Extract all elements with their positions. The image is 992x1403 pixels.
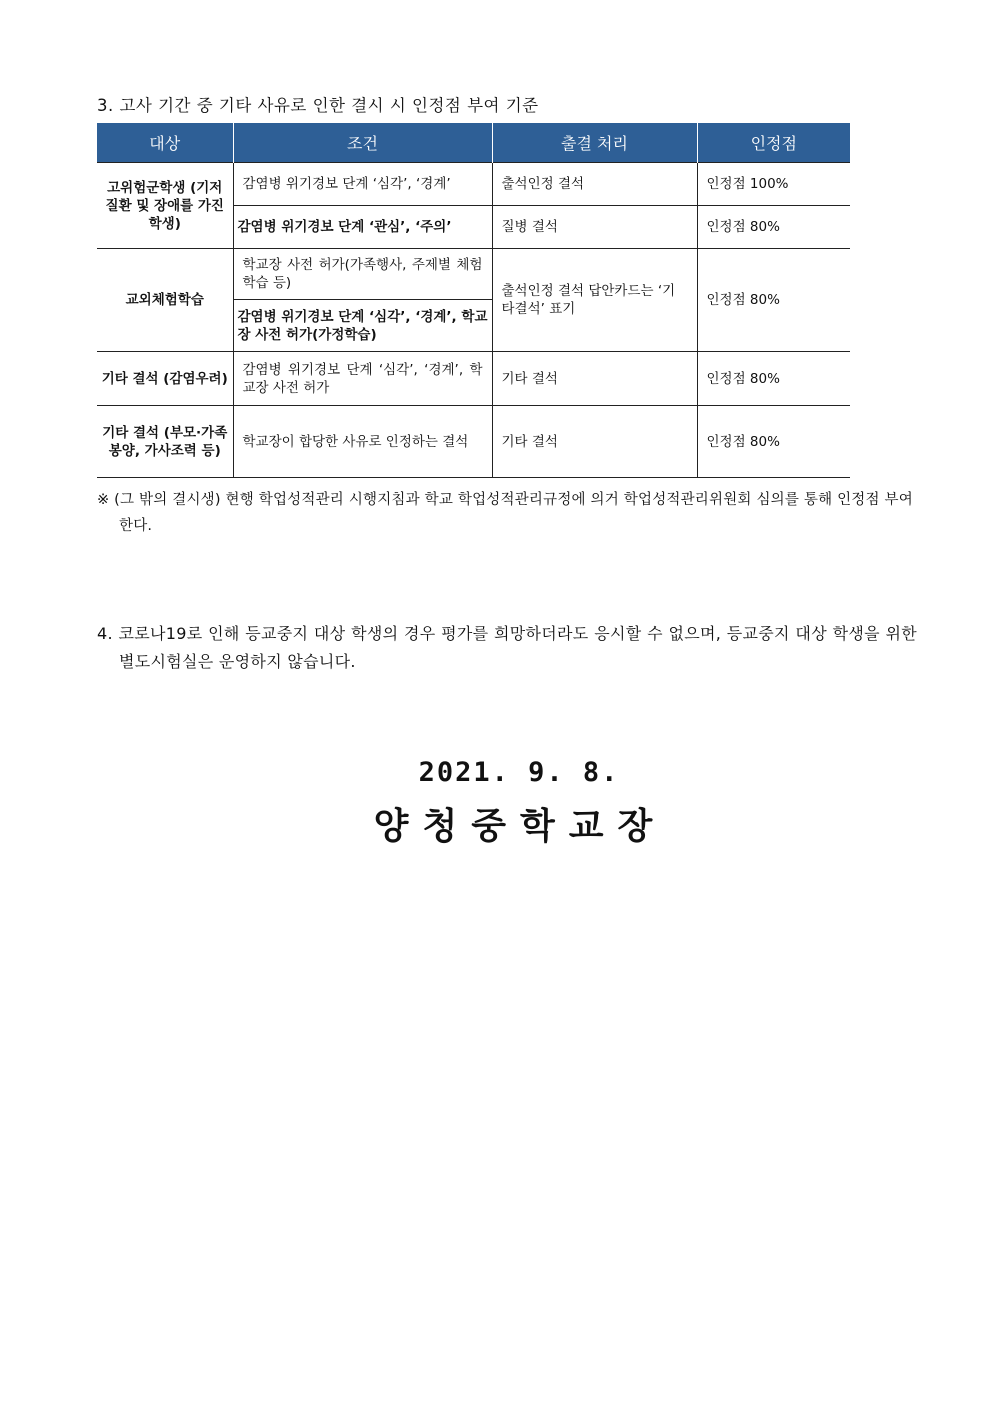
target-other-family: 기타 결석 (부모·가족봉양, 가사조력 등) bbox=[97, 406, 233, 478]
header-attendance: 출결 처리 bbox=[492, 123, 697, 163]
attendance-cell: 기타 결석 bbox=[492, 352, 697, 406]
table-row bbox=[97, 163, 850, 206]
attendance-cell: 기타 결석 bbox=[492, 406, 697, 478]
score-cell: 인정점 80% bbox=[697, 406, 850, 478]
condition-cell: 감염병 위기경보 단계 ‘심각’, ‘경계’, 학교장 사전 허가(가정학습) bbox=[233, 300, 492, 352]
document-date: 2021. 9. 8. bbox=[418, 757, 620, 788]
attendance-cell: 질병 결석 bbox=[492, 206, 697, 249]
score-cell: 인정점 80% bbox=[697, 249, 850, 352]
table-row bbox=[97, 249, 850, 300]
table-row bbox=[97, 406, 850, 478]
condition-cell: 감염병 위기경보 단계 ‘관심’, ‘주의’ bbox=[233, 206, 492, 249]
score-cell: 인정점 80% bbox=[697, 352, 850, 406]
section-4-text: 4. 코로나19로 인해 등교중지 대상 학생의 경우 평가를 희망하더라도 응시할 수 없으며, 등교중지 대상 학생을 위한 별도시험실은 운영하지 않습니다. bbox=[97, 624, 917, 671]
target-high-risk: 고위험군학생 (기저질환 및 장애를 가진 학생) bbox=[97, 163, 233, 249]
condition-cell: 학교장이 합당한 사유로 인정하는 결석 bbox=[233, 406, 492, 478]
condition-cell: 감염병 위기경보 단계 ‘심각’, ‘경계’ bbox=[233, 163, 492, 206]
footnote: ※ (그 밖의 결시생) 현행 학업성적관리 시행지침과 학교 학업성적관리규정에 의거 학업성적관리위원회 심의를 통해 인정점 부여한다. bbox=[97, 492, 913, 534]
school-principal-signature: 양청중학교장 bbox=[373, 806, 667, 847]
absence-criteria-table bbox=[97, 123, 850, 478]
attendance-cell: 출석인정 결석 답안카드는 ‘기타결석’ 표기 bbox=[492, 249, 697, 352]
condition-cell: 감염병 위기경보 단계 ‘심각’, ‘경계’, 학교장 사전 허가 bbox=[233, 352, 492, 406]
target-field-trip: 교외체험학습 bbox=[97, 249, 233, 352]
condition-cell: 학교장 사전 허가(가족행사, 주제별 체험학습 등) bbox=[233, 249, 492, 300]
header-target: 대상 bbox=[97, 123, 233, 163]
header-condition: 조건 bbox=[233, 123, 492, 163]
header-score: 인정점 bbox=[697, 123, 850, 163]
table-header-row bbox=[97, 123, 850, 163]
target-other-infection: 기타 결석 (감염우려) bbox=[97, 352, 233, 406]
score-cell: 인정점 100% bbox=[697, 163, 850, 206]
table-row bbox=[97, 352, 850, 406]
section-3-title: 3. 고사 기간 중 기타 사유로 인한 결시 시 인정점 부여 기준 bbox=[97, 96, 539, 115]
attendance-cell: 출석인정 결석 bbox=[492, 163, 697, 206]
score-cell: 인정점 80% bbox=[697, 206, 850, 249]
